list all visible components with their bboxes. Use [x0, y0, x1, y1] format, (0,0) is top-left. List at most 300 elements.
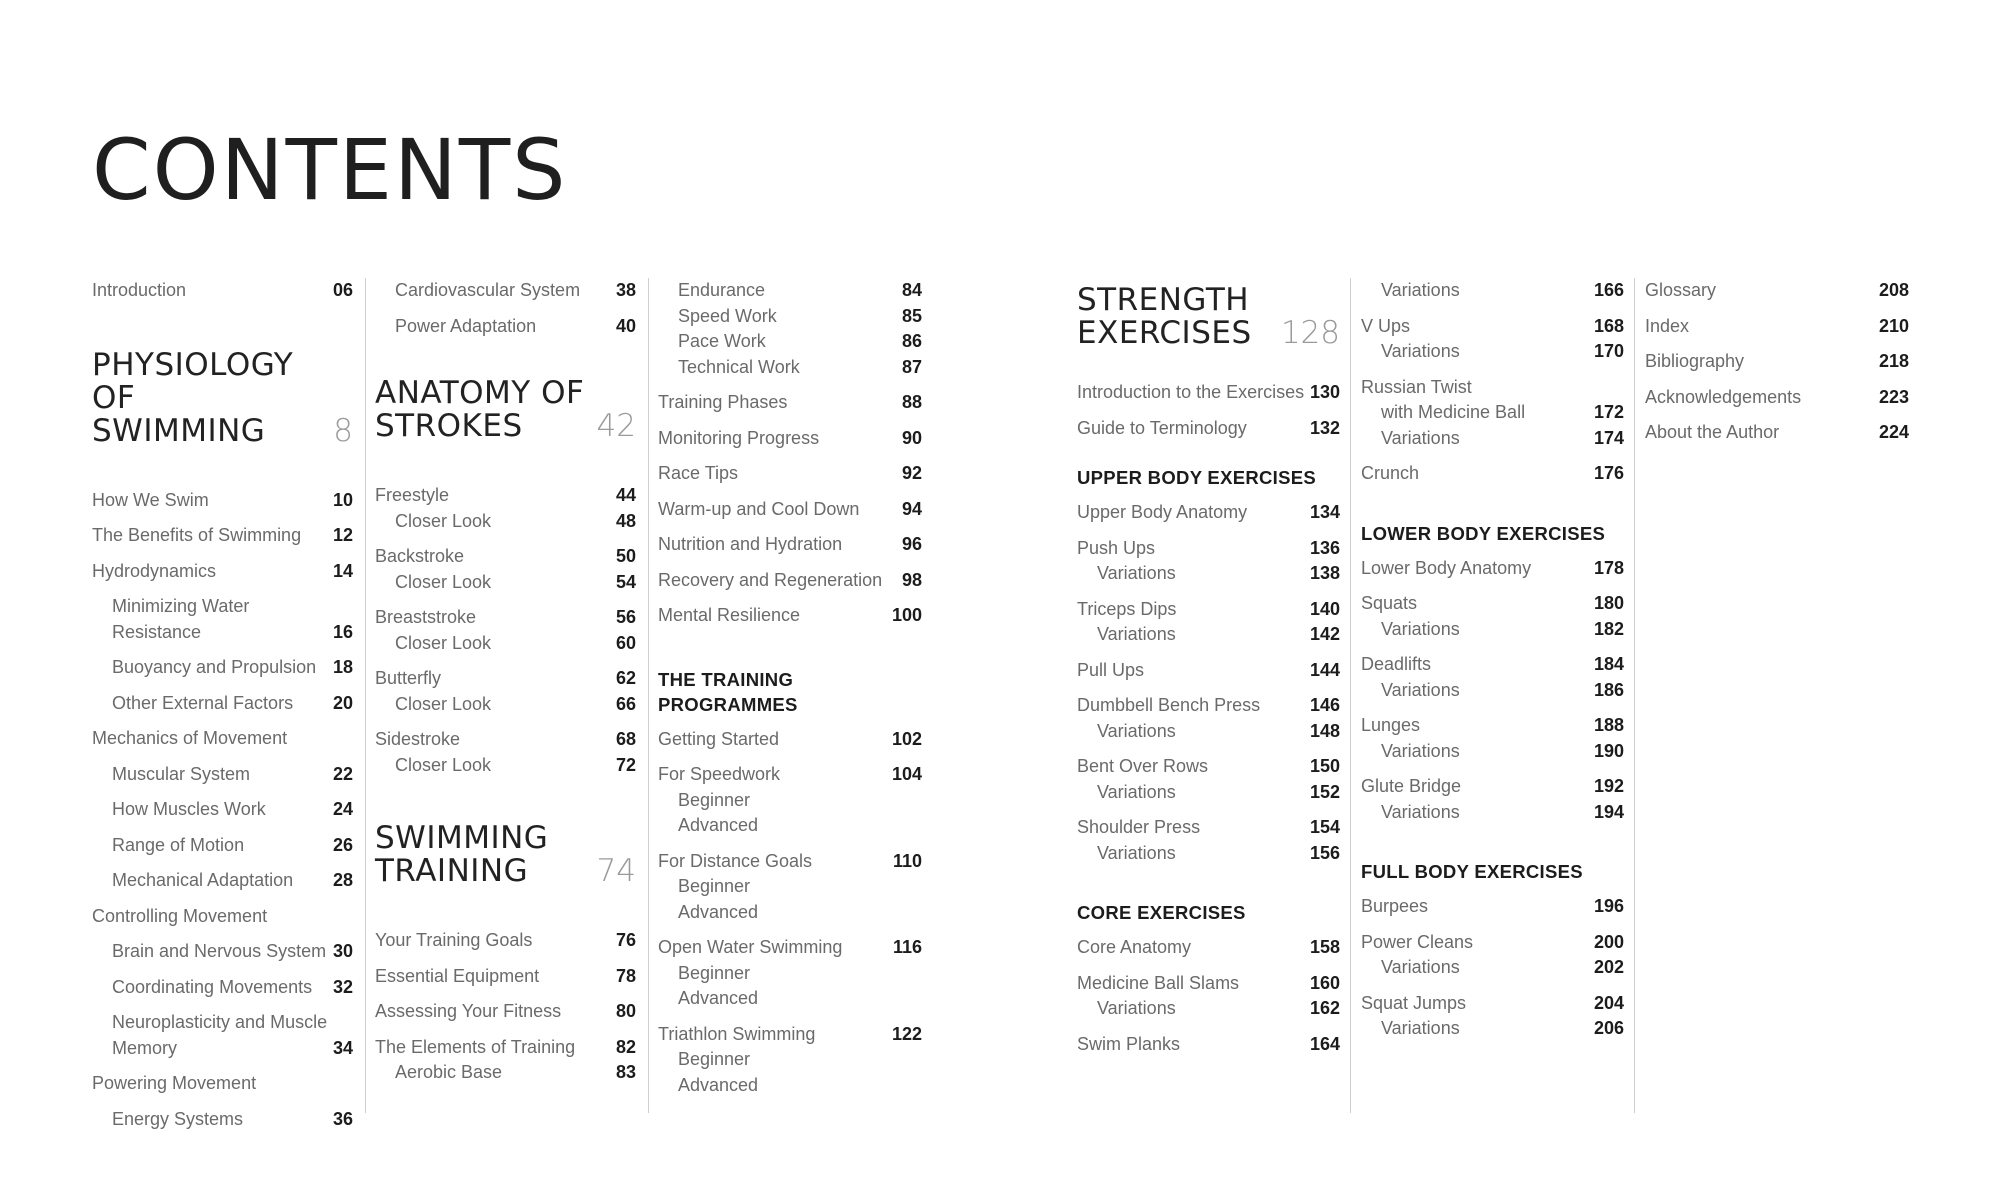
section-physiology[interactable] [92, 346, 353, 449]
page-number: 34 [332, 1037, 353, 1058]
entry-label: Dumbbell Bench Press [1077, 695, 1261, 715]
page-number: 186 [1593, 679, 1624, 700]
toc-entry[interactable] [1361, 774, 1624, 800]
entry-label [112, 1010, 327, 1061]
page-number: 178 [1593, 557, 1624, 578]
toc-entry[interactable] [92, 939, 353, 965]
entry-label: The Benefits of Swimming [92, 525, 302, 545]
toc-entry[interactable] [1077, 561, 1340, 587]
stroke-group [375, 666, 636, 717]
page-number: 38 [615, 280, 636, 300]
toc-entry[interactable] [658, 1047, 922, 1073]
entry-label: Hydrodynamics [92, 560, 217, 581]
exercise-group [1361, 930, 1624, 981]
entry-label: Bent Over Rows [1077, 756, 1209, 776]
toc-entry[interactable] [1645, 278, 1909, 304]
toc-entry[interactable] [375, 570, 636, 596]
entry-label: Memory [112, 1037, 178, 1058]
entry-label: Neuroplasticity and Muscle [112, 1012, 328, 1032]
toc-entry[interactable] [658, 813, 922, 839]
toc-entry[interactable] [1077, 971, 1340, 997]
exercise-group [1361, 652, 1624, 703]
page-number: 176 [1593, 463, 1624, 483]
entry-label: PHYSIOLOGY OF [92, 346, 294, 416]
page-number: 20 [332, 692, 353, 713]
entry-label: Variations [1097, 563, 1176, 583]
page-number: 148 [1309, 720, 1340, 741]
stroke-group [375, 605, 636, 656]
entry-label: Squats [1361, 593, 1418, 613]
toc-entry[interactable] [92, 523, 353, 549]
page-number: 140 [1309, 598, 1340, 619]
toc-entry[interactable] [658, 961, 922, 987]
toc-entry[interactable] [375, 727, 636, 753]
page-number: 188 [1593, 715, 1624, 735]
entry-label: EXERCISES [1077, 315, 1252, 351]
toc-entry[interactable] [92, 278, 353, 304]
toc-entry[interactable] [1361, 426, 1624, 452]
entry-label: Squat Jumps [1361, 992, 1467, 1013]
page-number: 40 [615, 315, 636, 336]
entry-label: For Speedwork [658, 764, 781, 784]
entry-label: Mechanics of Movement [92, 728, 288, 748]
page-number: 154 [1309, 817, 1340, 837]
entry-label: Beginner [678, 789, 751, 810]
page-number: 138 [1309, 563, 1340, 583]
entry-label: Warm-up and Cool Down [658, 498, 860, 519]
entry-label: Essential Equipment [375, 965, 540, 986]
toc-entry[interactable] [1361, 652, 1624, 678]
entry-label: Closer Look [395, 510, 492, 531]
exercise-group [1077, 971, 1340, 1022]
toc-entry[interactable] [658, 1022, 922, 1048]
toc-entry[interactable] [92, 559, 353, 585]
toc-entry[interactable] [375, 999, 636, 1025]
entry-label: Open Water Swimming [658, 937, 843, 957]
exercise-group [1077, 815, 1340, 866]
toc-entry[interactable] [1361, 617, 1624, 643]
toc-entry[interactable] [658, 788, 922, 814]
page-number: 144 [1309, 659, 1340, 680]
page-number: 116 [892, 937, 922, 957]
toc-entry[interactable] [658, 461, 922, 487]
page-number: 18 [332, 657, 353, 677]
toc-entry[interactable] [1645, 349, 1909, 375]
page-number: 87 [901, 356, 922, 377]
page-number: 92 [901, 463, 922, 483]
entry-label: Variations [1381, 341, 1460, 361]
entry-label: Closer Look [395, 693, 492, 714]
toc-entry[interactable] [1077, 536, 1340, 562]
entry-label: Sidestroke [375, 729, 461, 749]
toc-entry[interactable] [1361, 314, 1624, 340]
toc-entry[interactable] [1361, 556, 1624, 582]
page-number: 204 [1593, 992, 1624, 1013]
entry-label: Energy Systems [112, 1108, 244, 1129]
entry-label: Backstroke [375, 546, 465, 566]
heading-training-programmes [658, 667, 922, 717]
toc-entry[interactable] [1077, 935, 1340, 961]
entry-label: Deadlifts [1361, 654, 1432, 674]
entry-label: Power Adaptation [395, 315, 537, 336]
toc-entry[interactable] [658, 935, 922, 961]
toc-entry[interactable] [658, 568, 922, 594]
page-number: 82 [615, 1036, 636, 1057]
page-number: 184 [1593, 654, 1624, 674]
page-number: 102 [891, 728, 922, 749]
page-number: 8 [333, 412, 353, 449]
toc-entry[interactable] [658, 497, 922, 523]
page-number: 44 [615, 485, 636, 505]
entry-label: Other External Factors [112, 692, 294, 713]
toc-entry[interactable] [1361, 591, 1624, 617]
toc-entry[interactable] [1077, 597, 1340, 623]
entry-label: Glute Bridge [1361, 776, 1462, 796]
entry-label: Getting Started [658, 728, 780, 749]
toc-entry[interactable] [375, 544, 636, 570]
exercise-group [1361, 591, 1624, 642]
toc-entry[interactable] [1077, 658, 1340, 684]
page-number: 130 [1309, 382, 1340, 402]
entry-label: Aerobic Base [395, 1062, 503, 1082]
exercise-group [1077, 1032, 1340, 1058]
toc-entry[interactable] [1077, 719, 1340, 745]
entry-label: About the Author [1645, 422, 1780, 442]
toc-entry[interactable] [658, 727, 922, 753]
programme-group [658, 935, 922, 1012]
entry-label: Triathlon Swimming [658, 1023, 816, 1044]
entry-label: Buoyancy and Propulsion [112, 657, 317, 677]
toc-entry[interactable] [1645, 420, 1909, 446]
toc-entry[interactable] [92, 655, 353, 681]
toc-entry[interactable] [92, 594, 353, 645]
toc-entry[interactable] [658, 355, 922, 381]
toc-column-5 [1361, 278, 1635, 1113]
toc-entry[interactable] [1361, 739, 1624, 765]
entry-label: Shoulder Press [1077, 817, 1201, 837]
toc-entry[interactable] [375, 1060, 636, 1086]
toc-entry[interactable] [658, 900, 922, 926]
programme-group [658, 762, 922, 839]
entry-label: Crunch [1361, 463, 1420, 483]
toc-entry[interactable] [1361, 375, 1624, 401]
page-number: 28 [332, 870, 353, 890]
heading-core: CORE EXERCISES [1077, 902, 1246, 923]
entry-label: Mechanical Adaptation [112, 870, 294, 890]
page-title: CONTENTS [92, 121, 568, 219]
toc-entry[interactable] [92, 1107, 353, 1133]
page-number: 86 [901, 331, 922, 351]
entry-label: Upper Body Anatomy [1077, 502, 1248, 522]
page-number: 190 [1593, 740, 1624, 761]
entry-label: Variations [1381, 801, 1460, 822]
page-number: 80 [615, 1001, 636, 1021]
toc-entry[interactable] [375, 964, 636, 990]
page-number: 83 [615, 1062, 636, 1082]
page-number: 42 [596, 408, 636, 444]
toc-entry[interactable] [375, 509, 636, 535]
page-number: 174 [1593, 427, 1624, 448]
entry-label: Variations [1381, 618, 1460, 639]
toc-entry[interactable] [1077, 1032, 1340, 1058]
toc-column-1 [92, 278, 366, 1129]
toc-entry[interactable] [1077, 693, 1340, 719]
entry-label: Beginner [678, 876, 751, 896]
entry-label: The Elements of Training [375, 1036, 576, 1057]
heading-full-body: FULL BODY EXERCISES [1361, 861, 1583, 882]
toc-entry[interactable] [658, 849, 922, 875]
entry-label: Minimizing Water [112, 596, 250, 616]
entry-label: Beginner [678, 962, 751, 983]
page-number: 218 [1878, 351, 1909, 371]
toc-entry[interactable] [375, 314, 636, 340]
toc-entry[interactable] [1077, 380, 1340, 406]
entry-label: Race Tips [658, 463, 739, 483]
toc-entry[interactable] [92, 868, 353, 894]
entry-label: Variations [1381, 679, 1460, 700]
entry-label: Variations [1097, 842, 1176, 863]
toc-column-2 [375, 278, 649, 1113]
page-number: 98 [901, 569, 922, 590]
toc-entry[interactable] [92, 904, 353, 930]
entry-label: THE TRAINING [658, 668, 794, 690]
toc-entry[interactable] [658, 390, 922, 416]
exercise-group [1361, 774, 1624, 825]
page-number: 10 [332, 489, 353, 510]
toc-entry[interactable] [658, 874, 922, 900]
page-number: 90 [901, 427, 922, 448]
stroke-group [375, 544, 636, 595]
toc-entry[interactable] [92, 691, 353, 717]
toc-entry[interactable] [1361, 894, 1624, 920]
page-number: 76 [615, 930, 636, 950]
toc-entry[interactable] [1361, 278, 1624, 304]
stroke-group [375, 483, 636, 534]
toc-entry[interactable] [658, 532, 922, 558]
entry-label: Controlling Movement [92, 905, 268, 926]
toc-entry[interactable] [375, 1035, 636, 1061]
toc-entry[interactable] [92, 726, 353, 752]
entry-label: Freestyle [375, 485, 450, 505]
toc-entry[interactable] [1077, 500, 1340, 526]
page-number: 192 [1593, 776, 1624, 796]
toc-entry[interactable] [1361, 461, 1624, 487]
toc-entry[interactable] [375, 692, 636, 718]
toc-entry[interactable] [375, 928, 636, 954]
programme-group [658, 849, 922, 926]
page-number: 06 [332, 280, 353, 300]
toc-entry[interactable] [375, 753, 636, 779]
page-number: 100 [891, 605, 922, 625]
entry-label: Assessing Your Fitness [375, 1001, 562, 1021]
section-strength-exercises[interactable] [1077, 284, 1340, 350]
page-number: 26 [332, 834, 353, 855]
toc-entry[interactable] [1077, 754, 1340, 780]
toc-entry[interactable] [375, 278, 636, 304]
toc-entry[interactable] [1361, 713, 1624, 739]
page-number: 62 [615, 668, 636, 688]
toc-column-4 [1077, 278, 1351, 1113]
section-anatomy-of-strokes[interactable] [375, 377, 636, 443]
entry-label: Burpees [1361, 896, 1429, 916]
entry-label: Push Ups [1077, 537, 1156, 558]
page-number: 223 [1878, 386, 1909, 407]
page-number: 150 [1309, 756, 1340, 776]
toc-entry[interactable] [1361, 955, 1624, 981]
entry-label: Advanced [678, 901, 759, 922]
entry-label: Recovery and Regeneration [658, 569, 883, 590]
toc-entry[interactable] [1645, 385, 1909, 411]
page-number: 170 [1593, 341, 1624, 361]
toc-entry[interactable] [1077, 815, 1340, 841]
exercise-group [1077, 536, 1340, 587]
page-number: 94 [901, 498, 922, 519]
toc-entry[interactable] [1077, 622, 1340, 648]
entry-label: Muscular System [112, 763, 251, 784]
page-number: 84 [901, 280, 922, 300]
page-number: 152 [1309, 781, 1340, 802]
page-number: 206 [1593, 1018, 1624, 1038]
page-number: 168 [1593, 315, 1624, 336]
page-number: 24 [332, 799, 353, 819]
toc-entry[interactable] [1077, 841, 1340, 867]
toc-entry[interactable] [1077, 416, 1340, 442]
page-number: 12 [332, 525, 353, 545]
entry-label: Coordinating Movements [112, 976, 313, 997]
toc-entry[interactable] [658, 426, 922, 452]
entry-label: Variations [1381, 427, 1460, 448]
toc-entry[interactable] [375, 483, 636, 509]
entry-label: V Ups [1361, 315, 1411, 336]
toc-entry[interactable] [1077, 996, 1340, 1022]
entry-label: SWIMMING [375, 820, 549, 856]
toc-entry[interactable] [1361, 991, 1624, 1017]
entry-label: Variations [1381, 1018, 1460, 1038]
entry-label: SWIMMING [92, 412, 266, 449]
page-number: 160 [1309, 972, 1340, 993]
toc-entry[interactable] [92, 1010, 353, 1061]
toc-entry[interactable] [658, 329, 922, 355]
entry-label: Variations [1097, 720, 1176, 741]
toc-entry[interactable] [1645, 314, 1909, 340]
page-number: 85 [901, 305, 922, 326]
toc-entry[interactable] [658, 986, 922, 1012]
toc-entry[interactable] [658, 762, 922, 788]
entry-label: Advanced [678, 988, 759, 1008]
entry-label: PROGRAMMES [658, 693, 798, 715]
page-number: 96 [901, 534, 922, 554]
toc-entry[interactable] [1361, 400, 1624, 426]
entry-label: Power Cleans [1361, 931, 1474, 952]
toc-column-6 [1645, 278, 1909, 1113]
page-number: 146 [1309, 695, 1340, 715]
toc-entry[interactable] [1361, 1016, 1624, 1042]
entry-label: Breaststroke [375, 607, 477, 627]
toc-entry[interactable] [1361, 339, 1624, 365]
entry-label: Speed Work [678, 305, 777, 326]
entry-label: Introduction to the Exercises [1077, 382, 1305, 402]
entry-label: Lunges [1361, 715, 1421, 735]
entry-label: Training Phases [658, 392, 788, 412]
page-number: 74 [596, 853, 636, 889]
toc-column-3 [658, 278, 922, 1113]
page-number: 164 [1309, 1033, 1340, 1054]
entry-label: STRENGTH [1077, 282, 1250, 318]
page-number: 134 [1309, 502, 1340, 522]
entry-label: Technical Work [678, 356, 800, 377]
toc-entry[interactable] [658, 1073, 922, 1099]
entry-label: Pace Work [678, 331, 766, 351]
entry-label: Variations [1097, 781, 1176, 802]
exercise-group [1361, 375, 1624, 452]
page-number: 22 [332, 763, 353, 784]
page-number: 50 [615, 546, 636, 566]
entry-label [112, 594, 249, 645]
page-number: 16 [332, 621, 353, 642]
toc-entry[interactable] [375, 631, 636, 657]
page-number: 196 [1593, 896, 1624, 916]
entry-label: Resistance [112, 621, 202, 642]
toc-entry[interactable] [1077, 780, 1340, 806]
toc-entry[interactable] [658, 278, 922, 304]
toc-entry[interactable] [92, 975, 353, 1001]
entry-label: Monitoring Progress [658, 427, 820, 448]
exercise-group [1361, 314, 1624, 365]
page-number: 56 [615, 607, 636, 627]
page-number: 202 [1593, 957, 1624, 977]
toc-entry[interactable] [375, 666, 636, 692]
toc-entry[interactable] [658, 603, 922, 629]
toc-entry[interactable] [658, 304, 922, 330]
toc-entry[interactable] [92, 762, 353, 788]
entry-label: Advanced [678, 1074, 759, 1095]
toc-entry[interactable] [92, 797, 353, 823]
toc-entry[interactable] [92, 1071, 353, 1097]
heading-lower-body: LOWER BODY EXERCISES [1361, 522, 1606, 544]
toc-entry[interactable] [92, 833, 353, 859]
entry-label: Variations [1097, 624, 1176, 644]
exercise-group [1077, 597, 1340, 648]
entry-label: Variations [1381, 740, 1460, 761]
entry-label: Cardiovascular System [395, 280, 581, 300]
toc-entry[interactable] [1361, 800, 1624, 826]
page-number: 88 [901, 392, 922, 412]
page-number: 32 [332, 976, 353, 997]
toc-entry[interactable] [1361, 930, 1624, 956]
section-swimming-training[interactable] [375, 822, 636, 888]
entry-label: How Muscles Work [112, 799, 266, 819]
entry-label: Variations [1097, 998, 1176, 1018]
page-number: 110 [892, 850, 922, 871]
page-number: 142 [1309, 624, 1340, 644]
entry-label: Glossary [1645, 280, 1717, 300]
entry-label: Range of Motion [112, 834, 245, 855]
page-number: 128 [1280, 315, 1340, 351]
page-number: 30 [332, 941, 353, 961]
toc-entry[interactable] [375, 605, 636, 631]
heading-upper-body: UPPER BODY EXERCISES [1077, 467, 1317, 488]
toc-entry[interactable] [92, 488, 353, 514]
page-number: 48 [615, 510, 636, 531]
toc-entry[interactable] [1361, 678, 1624, 704]
page-number: 54 [615, 571, 636, 592]
entry-label: How We Swim [92, 489, 209, 510]
entry-label: Introduction [92, 280, 187, 300]
page-number: 224 [1878, 422, 1909, 442]
entry-label: STROKES [375, 408, 523, 444]
entry-label: Variations [1381, 957, 1460, 977]
entry-label: Bibliography [1645, 351, 1745, 371]
